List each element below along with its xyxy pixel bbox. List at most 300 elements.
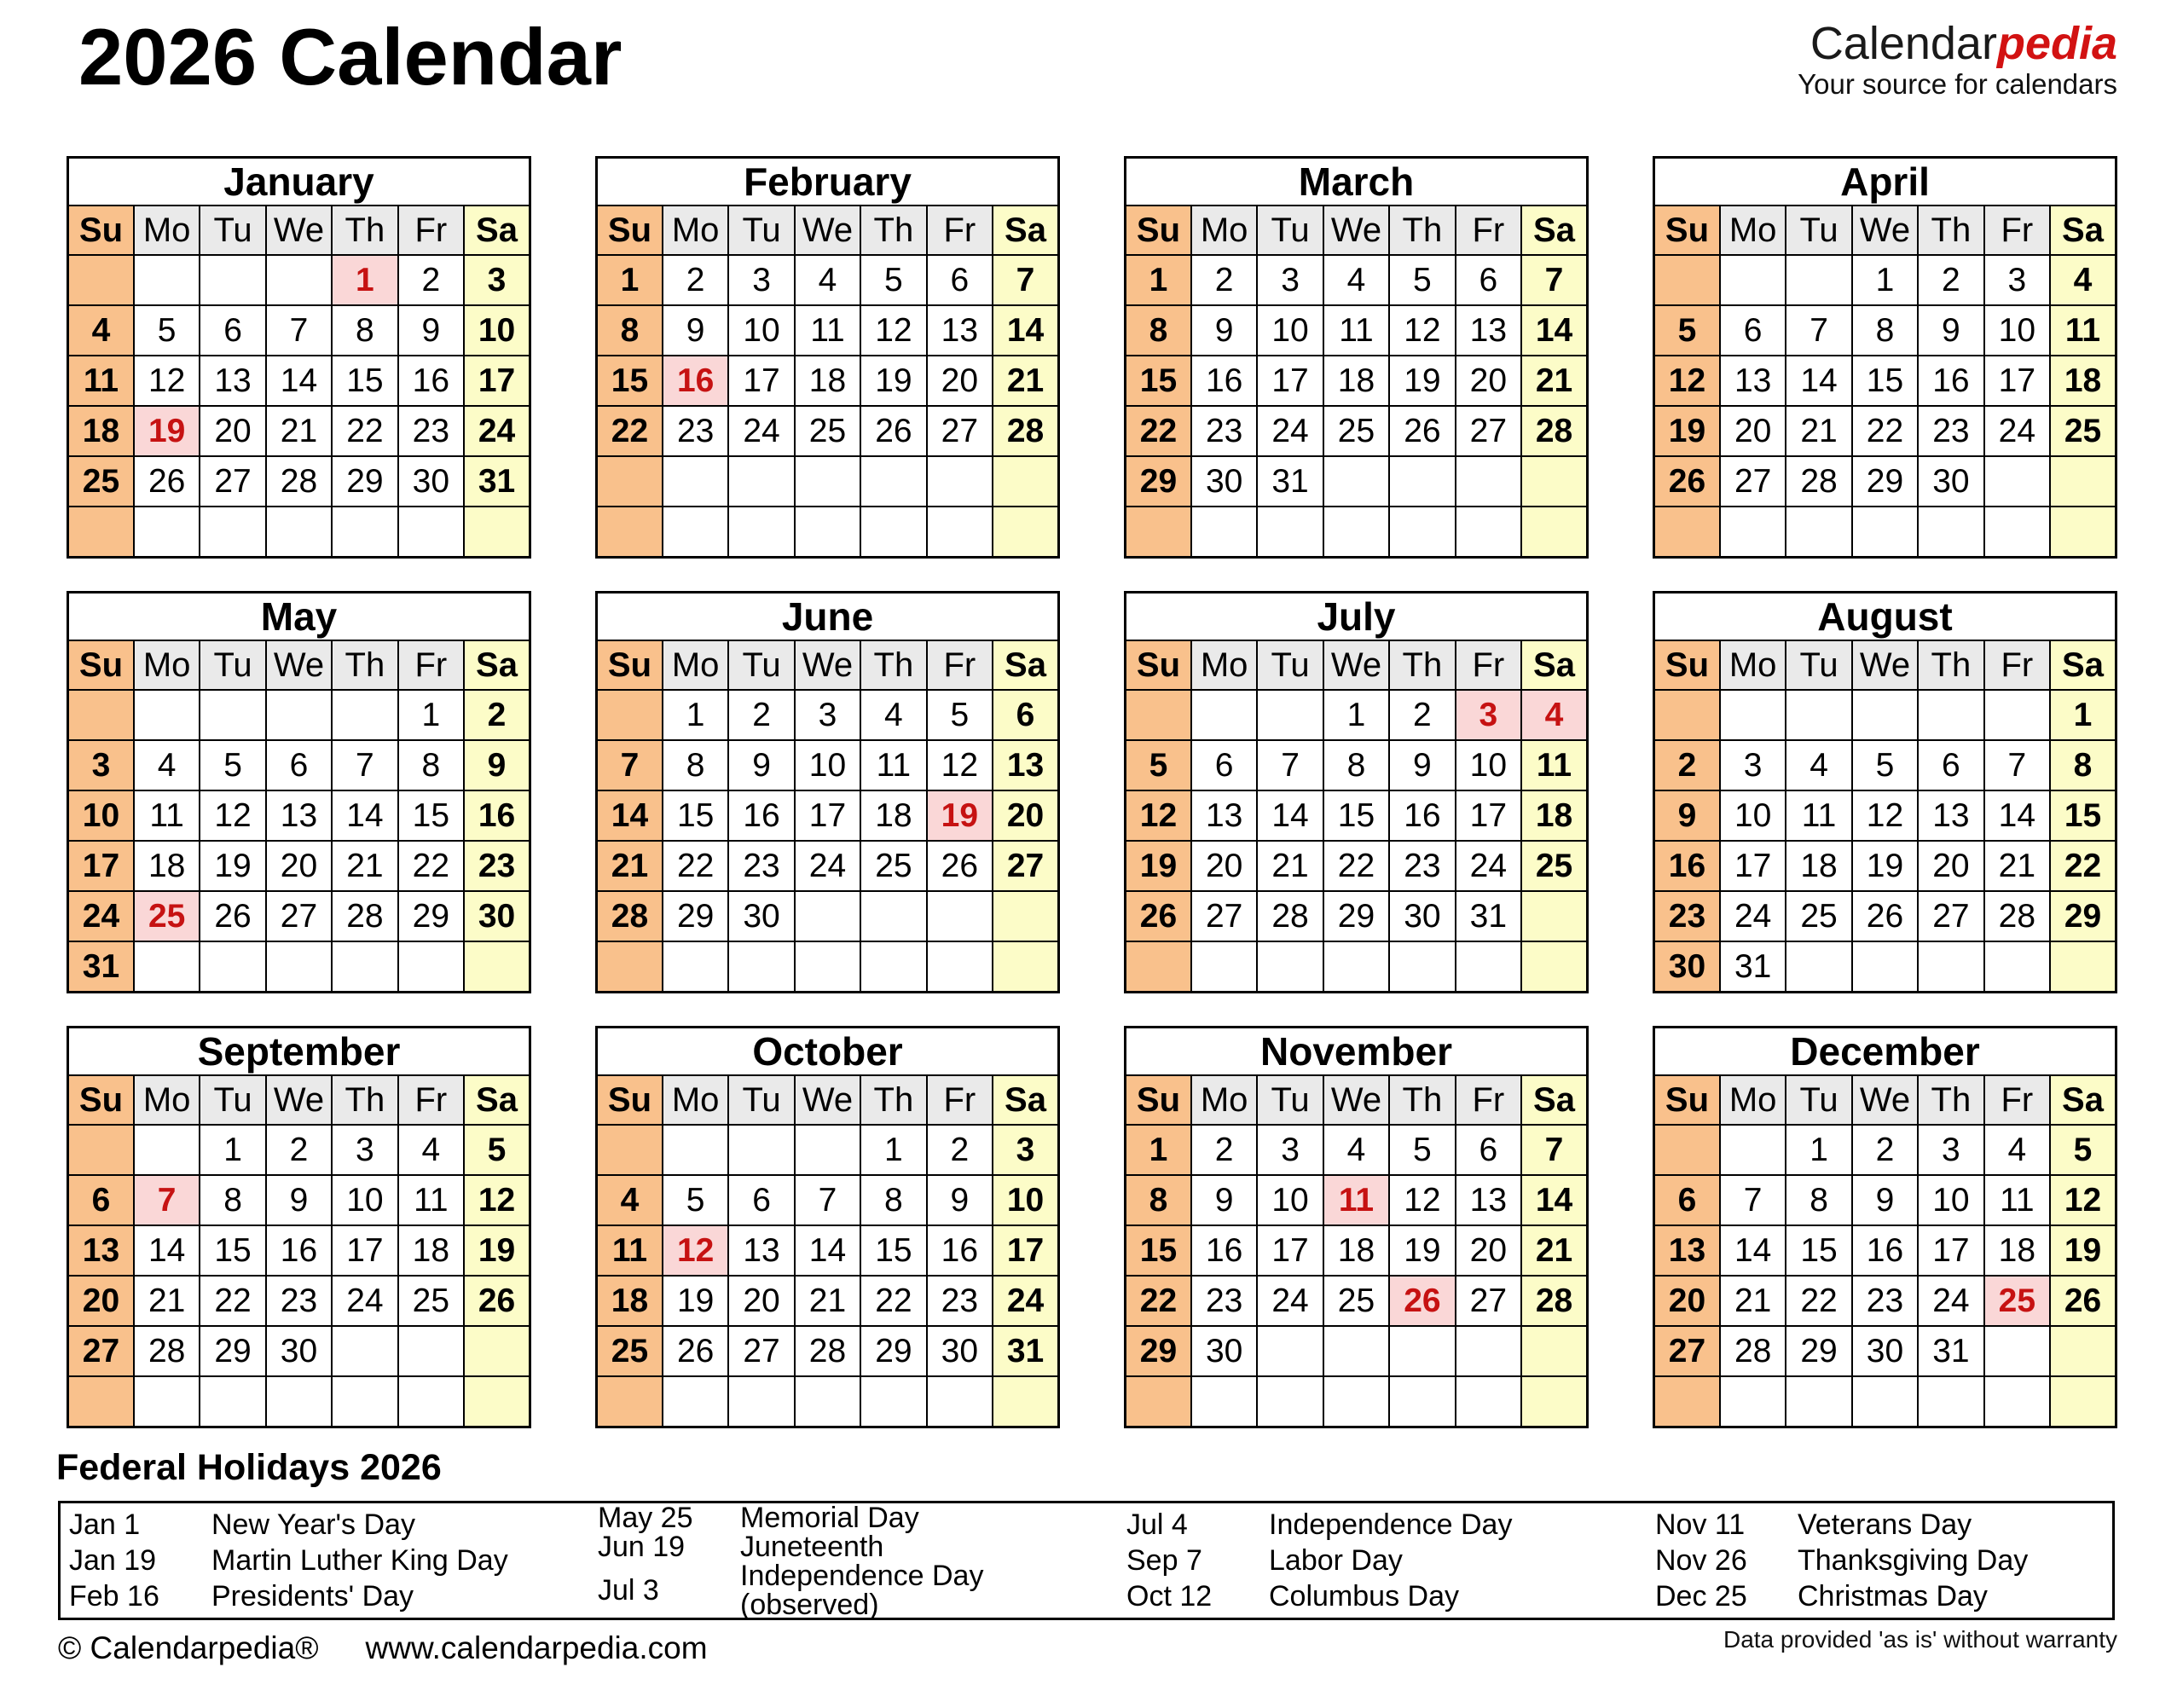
day-header-sa: Sa xyxy=(464,206,530,255)
empty-cell xyxy=(993,941,1058,993)
date-cell: 5 xyxy=(2050,1125,2116,1175)
empty-cell xyxy=(464,1326,530,1376)
day-header-th: Th xyxy=(1918,206,1983,255)
date-cell: 15 xyxy=(1126,1225,1191,1276)
day-header-th: Th xyxy=(860,1075,926,1125)
date-cell: 29 xyxy=(1852,456,1918,507)
date-cell: 1 xyxy=(663,690,728,740)
date-cell: 16 xyxy=(1654,841,1720,891)
holiday-date: Feb 16 xyxy=(69,1580,159,1612)
empty-cell xyxy=(1918,507,1983,558)
holiday-entry xyxy=(69,1546,581,1575)
empty-cell xyxy=(795,1376,860,1427)
day-header-we: We xyxy=(266,640,332,690)
day-header-fr: Fr xyxy=(927,640,993,690)
date-cell: 4 xyxy=(1984,1125,2050,1175)
date-cell: 8 xyxy=(1126,1175,1191,1225)
date-cell: 22 xyxy=(332,406,397,456)
date-cell: 7 xyxy=(266,305,332,356)
holiday-name: Independence Day xyxy=(1269,1508,1513,1541)
empty-cell xyxy=(266,941,332,993)
empty-cell xyxy=(927,941,993,993)
holiday-date-cell: 16 xyxy=(663,356,728,406)
empty-cell xyxy=(597,456,663,507)
month-title: December xyxy=(1654,1028,2116,1076)
date-cell: 16 xyxy=(1191,1225,1257,1276)
day-header-fr: Fr xyxy=(1456,1075,1521,1125)
date-cell: 7 xyxy=(993,255,1058,305)
date-cell: 30 xyxy=(1191,456,1257,507)
empty-cell xyxy=(1126,507,1191,558)
date-cell: 29 xyxy=(1323,891,1389,941)
date-cell: 21 xyxy=(993,356,1058,406)
date-cell: 14 xyxy=(1521,305,1587,356)
date-cell: 7 xyxy=(332,740,397,790)
date-cell: 4 xyxy=(597,1175,663,1225)
date-cell: 9 xyxy=(728,740,794,790)
empty-cell xyxy=(68,690,134,740)
empty-cell xyxy=(1521,1376,1587,1427)
date-cell: 14 xyxy=(795,1225,860,1276)
holiday-name: Martin Luther King Day xyxy=(211,1544,508,1577)
empty-cell xyxy=(134,507,200,558)
date-cell: 18 xyxy=(2050,356,2116,406)
date-cell: 4 xyxy=(68,305,134,356)
day-header-su: Su xyxy=(1654,206,1720,255)
date-cell: 30 xyxy=(464,891,530,941)
date-cell: 4 xyxy=(2050,255,2116,305)
empty-cell xyxy=(134,690,200,740)
date-cell: 18 xyxy=(1984,1225,2050,1276)
holiday-date-cell: 25 xyxy=(1984,1276,2050,1326)
empty-cell xyxy=(1323,1376,1389,1427)
date-cell: 11 xyxy=(398,1175,464,1225)
date-cell: 3 xyxy=(1720,740,1786,790)
date-cell: 10 xyxy=(332,1175,397,1225)
empty-cell xyxy=(1191,941,1257,993)
date-cell: 30 xyxy=(398,456,464,507)
date-cell: 9 xyxy=(1191,305,1257,356)
date-cell: 9 xyxy=(464,740,530,790)
date-cell: 3 xyxy=(1984,255,2050,305)
date-cell: 23 xyxy=(1654,891,1720,941)
date-cell: 26 xyxy=(927,841,993,891)
holiday-date-cell: 3 xyxy=(1456,690,1521,740)
date-cell: 24 xyxy=(1456,841,1521,891)
holiday-name: Thanksgiving Day xyxy=(1798,1544,2029,1577)
empty-cell xyxy=(1984,507,2050,558)
date-cell: 5 xyxy=(1654,305,1720,356)
date-cell: 9 xyxy=(1389,740,1455,790)
empty-cell xyxy=(663,507,728,558)
date-cell: 22 xyxy=(1786,1276,1851,1326)
date-cell: 8 xyxy=(398,740,464,790)
empty-cell xyxy=(1786,255,1851,305)
date-cell: 21 xyxy=(134,1276,200,1326)
date-cell: 8 xyxy=(1126,305,1191,356)
month-february xyxy=(595,156,1060,559)
date-cell: 20 xyxy=(1456,1225,1521,1276)
date-cell: 7 xyxy=(1521,1125,1587,1175)
date-cell: 25 xyxy=(1323,406,1389,456)
date-cell: 25 xyxy=(597,1326,663,1376)
date-cell: 1 xyxy=(1786,1125,1851,1175)
date-cell: 28 xyxy=(1984,891,2050,941)
date-cell: 17 xyxy=(332,1225,397,1276)
date-cell: 13 xyxy=(200,356,265,406)
date-cell: 12 xyxy=(927,740,993,790)
date-cell: 26 xyxy=(200,891,265,941)
date-cell: 25 xyxy=(1323,1276,1389,1326)
date-cell: 22 xyxy=(597,406,663,456)
empty-cell xyxy=(1918,941,1983,993)
day-header-fr: Fr xyxy=(398,1075,464,1125)
date-cell: 9 xyxy=(663,305,728,356)
day-header-mo: Mo xyxy=(1720,206,1786,255)
empty-cell xyxy=(1126,1376,1191,1427)
holiday-entry xyxy=(1126,1510,1638,1539)
date-cell: 12 xyxy=(1389,305,1455,356)
month-july xyxy=(1124,591,1589,993)
empty-cell xyxy=(1126,941,1191,993)
date-cell: 2 xyxy=(266,1125,332,1175)
date-cell: 30 xyxy=(927,1326,993,1376)
date-cell: 18 xyxy=(1323,1225,1389,1276)
empty-cell xyxy=(134,941,200,993)
date-cell: 3 xyxy=(464,255,530,305)
empty-cell xyxy=(398,941,464,993)
empty-cell xyxy=(332,690,397,740)
date-cell: 17 xyxy=(68,841,134,891)
date-cell: 15 xyxy=(2050,790,2116,841)
date-cell: 13 xyxy=(927,305,993,356)
date-cell: 22 xyxy=(1126,1276,1191,1326)
empty-cell xyxy=(68,1376,134,1427)
empty-cell xyxy=(134,255,200,305)
holiday-date: Jun 19 xyxy=(598,1531,686,1563)
date-cell: 21 xyxy=(1786,406,1851,456)
empty-cell xyxy=(860,941,926,993)
date-cell: 23 xyxy=(1191,1276,1257,1326)
date-cell: 5 xyxy=(200,740,265,790)
holiday-date-cell: 19 xyxy=(134,406,200,456)
day-header-th: Th xyxy=(1389,1075,1455,1125)
empty-cell xyxy=(1257,941,1323,993)
date-cell: 10 xyxy=(728,305,794,356)
date-cell: 18 xyxy=(1521,790,1587,841)
date-cell: 6 xyxy=(1720,305,1786,356)
empty-cell xyxy=(68,1125,134,1175)
date-cell: 31 xyxy=(993,1326,1058,1376)
date-cell: 27 xyxy=(1191,891,1257,941)
date-cell: 23 xyxy=(398,406,464,456)
date-cell: 27 xyxy=(266,891,332,941)
date-cell: 2 xyxy=(728,690,794,740)
date-cell: 27 xyxy=(1918,891,1983,941)
date-cell: 28 xyxy=(1521,406,1587,456)
day-header-sa: Sa xyxy=(1521,206,1587,255)
date-cell: 17 xyxy=(795,790,860,841)
date-cell: 25 xyxy=(68,456,134,507)
empty-cell xyxy=(597,1125,663,1175)
date-cell: 26 xyxy=(1389,406,1455,456)
date-cell: 27 xyxy=(68,1326,134,1376)
date-cell: 24 xyxy=(1918,1276,1983,1326)
holiday-name: Veterans Day xyxy=(1798,1508,1972,1541)
date-cell: 11 xyxy=(795,305,860,356)
date-cell: 23 xyxy=(1191,406,1257,456)
date-cell: 15 xyxy=(1323,790,1389,841)
date-cell: 22 xyxy=(1126,406,1191,456)
date-cell: 2 xyxy=(1191,1125,1257,1175)
date-cell: 9 xyxy=(927,1175,993,1225)
day-header-tu: Tu xyxy=(1257,206,1323,255)
date-cell: 5 xyxy=(1389,1125,1455,1175)
date-cell: 5 xyxy=(1126,740,1191,790)
date-cell: 19 xyxy=(1389,356,1455,406)
date-cell: 24 xyxy=(1984,406,2050,456)
date-cell: 13 xyxy=(728,1225,794,1276)
date-cell: 29 xyxy=(200,1326,265,1376)
date-cell: 18 xyxy=(795,356,860,406)
month-september xyxy=(67,1026,531,1428)
date-cell: 3 xyxy=(1257,255,1323,305)
holiday-name: Presidents' Day xyxy=(211,1580,414,1612)
empty-cell xyxy=(993,507,1058,558)
empty-cell xyxy=(728,941,794,993)
date-cell: 7 xyxy=(795,1175,860,1225)
date-cell: 23 xyxy=(464,841,530,891)
date-cell: 21 xyxy=(266,406,332,456)
empty-cell xyxy=(1323,941,1389,993)
page-title: 2026 Calendar xyxy=(78,12,622,101)
empty-cell xyxy=(1852,1376,1918,1427)
date-cell: 13 xyxy=(68,1225,134,1276)
logo-text-pedia: pedia xyxy=(1996,18,2117,69)
empty-cell xyxy=(927,456,993,507)
day-header-mo: Mo xyxy=(1191,1075,1257,1125)
date-cell: 20 xyxy=(993,790,1058,841)
empty-cell xyxy=(1720,255,1786,305)
day-header-tu: Tu xyxy=(728,206,794,255)
date-cell: 27 xyxy=(993,841,1058,891)
empty-cell xyxy=(398,1376,464,1427)
empty-cell xyxy=(1456,456,1521,507)
date-cell: 30 xyxy=(1389,891,1455,941)
date-cell: 2 xyxy=(1918,255,1983,305)
day-header-th: Th xyxy=(1389,206,1455,255)
date-cell: 3 xyxy=(993,1125,1058,1175)
day-header-tu: Tu xyxy=(1786,640,1851,690)
date-cell: 4 xyxy=(860,690,926,740)
date-cell: 2 xyxy=(1389,690,1455,740)
date-cell: 15 xyxy=(860,1225,926,1276)
date-cell: 15 xyxy=(1786,1225,1851,1276)
day-header-tu: Tu xyxy=(728,640,794,690)
empty-cell xyxy=(200,690,265,740)
date-cell: 28 xyxy=(1786,456,1851,507)
day-header-tu: Tu xyxy=(1786,206,1851,255)
empty-cell xyxy=(795,456,860,507)
date-cell: 4 xyxy=(1323,255,1389,305)
day-header-th: Th xyxy=(1389,640,1455,690)
date-cell: 13 xyxy=(1191,790,1257,841)
empty-cell xyxy=(1720,1376,1786,1427)
holiday-column xyxy=(1655,1503,2167,1618)
day-header-we: We xyxy=(795,1075,860,1125)
date-cell: 7 xyxy=(1984,740,2050,790)
empty-cell xyxy=(1720,1125,1786,1175)
date-cell: 27 xyxy=(1720,456,1786,507)
holiday-name: Independence Day (observed) xyxy=(740,1560,984,1621)
empty-cell xyxy=(1852,941,1918,993)
holiday-date: Jul 4 xyxy=(1126,1508,1188,1541)
day-header-su: Su xyxy=(68,640,134,690)
empty-cell xyxy=(1852,690,1918,740)
day-header-su: Su xyxy=(1654,640,1720,690)
month-title: September xyxy=(68,1028,530,1076)
date-cell: 24 xyxy=(1257,1276,1323,1326)
empty-cell xyxy=(1456,941,1521,993)
empty-cell xyxy=(134,1125,200,1175)
empty-cell xyxy=(860,507,926,558)
date-cell: 26 xyxy=(1654,456,1720,507)
date-cell: 30 xyxy=(1191,1326,1257,1376)
date-cell: 20 xyxy=(1191,841,1257,891)
date-cell: 28 xyxy=(1257,891,1323,941)
date-cell: 9 xyxy=(1852,1175,1918,1225)
holiday-column xyxy=(1126,1503,1638,1618)
month-october xyxy=(595,1026,1060,1428)
logo-text-calendar: Calendar xyxy=(1810,18,1997,69)
date-cell: 2 xyxy=(464,690,530,740)
data-disclaimer: Data provided 'as is' without warranty xyxy=(1723,1626,2117,1653)
empty-cell xyxy=(464,507,530,558)
date-cell: 15 xyxy=(597,356,663,406)
empty-cell xyxy=(993,891,1058,941)
date-cell: 13 xyxy=(1918,790,1983,841)
empty-cell xyxy=(2050,456,2116,507)
date-cell: 23 xyxy=(927,1276,993,1326)
day-header-fr: Fr xyxy=(1984,1075,2050,1125)
day-header-th: Th xyxy=(860,206,926,255)
empty-cell xyxy=(1786,941,1851,993)
date-cell: 4 xyxy=(398,1125,464,1175)
empty-cell xyxy=(1521,456,1587,507)
date-cell: 17 xyxy=(1456,790,1521,841)
date-cell: 17 xyxy=(1257,1225,1323,1276)
holiday-date: Oct 12 xyxy=(1126,1580,1213,1612)
empty-cell xyxy=(1389,456,1455,507)
date-cell: 12 xyxy=(1654,356,1720,406)
empty-cell xyxy=(332,1326,397,1376)
holiday-name: Columbus Day xyxy=(1269,1580,1459,1612)
empty-cell xyxy=(134,1376,200,1427)
date-cell: 6 xyxy=(200,305,265,356)
day-header-sa: Sa xyxy=(1521,640,1587,690)
date-cell: 19 xyxy=(1126,841,1191,891)
date-cell: 26 xyxy=(1852,891,1918,941)
empty-cell xyxy=(728,456,794,507)
date-cell: 4 xyxy=(795,255,860,305)
empty-cell xyxy=(728,1376,794,1427)
day-header-su: Su xyxy=(1654,1075,1720,1125)
empty-cell xyxy=(1191,1376,1257,1427)
holiday-column xyxy=(598,1502,1109,1621)
date-cell: 31 xyxy=(464,456,530,507)
date-cell: 1 xyxy=(2050,690,2116,740)
date-cell: 26 xyxy=(663,1326,728,1376)
date-cell: 17 xyxy=(1984,356,2050,406)
date-cell: 9 xyxy=(266,1175,332,1225)
date-cell: 28 xyxy=(134,1326,200,1376)
date-cell: 10 xyxy=(795,740,860,790)
date-cell: 23 xyxy=(663,406,728,456)
date-cell: 16 xyxy=(1918,356,1983,406)
date-cell: 22 xyxy=(398,841,464,891)
date-cell: 27 xyxy=(927,406,993,456)
holiday-entry xyxy=(1126,1582,1638,1611)
empty-cell xyxy=(398,507,464,558)
date-cell: 29 xyxy=(1126,456,1191,507)
date-cell: 16 xyxy=(1389,790,1455,841)
day-header-fr: Fr xyxy=(398,206,464,255)
month-title: July xyxy=(1126,593,1588,641)
holiday-date: May 25 xyxy=(598,1502,693,1534)
date-cell: 24 xyxy=(1257,406,1323,456)
day-header-tu: Tu xyxy=(1257,1075,1323,1125)
date-cell: 20 xyxy=(927,356,993,406)
date-cell: 30 xyxy=(728,891,794,941)
holiday-date-cell: 7 xyxy=(134,1175,200,1225)
empty-cell xyxy=(200,1376,265,1427)
date-cell: 26 xyxy=(1126,891,1191,941)
day-header-su: Su xyxy=(597,640,663,690)
date-cell: 2 xyxy=(398,255,464,305)
date-cell: 24 xyxy=(332,1276,397,1326)
empty-cell xyxy=(1257,507,1323,558)
day-header-we: We xyxy=(1323,1075,1389,1125)
empty-cell xyxy=(927,507,993,558)
day-header-we: We xyxy=(1323,640,1389,690)
empty-cell xyxy=(597,507,663,558)
date-cell: 11 xyxy=(2050,305,2116,356)
date-cell: 1 xyxy=(1126,1125,1191,1175)
date-cell: 21 xyxy=(1257,841,1323,891)
day-header-we: We xyxy=(1323,206,1389,255)
date-cell: 30 xyxy=(1918,456,1983,507)
day-header-mo: Mo xyxy=(1191,206,1257,255)
day-header-fr: Fr xyxy=(1984,640,2050,690)
date-cell: 14 xyxy=(134,1225,200,1276)
date-cell: 15 xyxy=(332,356,397,406)
date-cell: 10 xyxy=(1257,1175,1323,1225)
date-cell: 6 xyxy=(927,255,993,305)
day-header-we: We xyxy=(795,206,860,255)
day-header-sa: Sa xyxy=(464,640,530,690)
month-title: June xyxy=(597,593,1059,641)
holiday-entry xyxy=(1655,1546,2167,1575)
date-cell: 1 xyxy=(1126,255,1191,305)
date-cell: 14 xyxy=(993,305,1058,356)
empty-cell xyxy=(1389,1376,1455,1427)
date-cell: 3 xyxy=(795,690,860,740)
date-cell: 20 xyxy=(728,1276,794,1326)
date-cell: 8 xyxy=(860,1175,926,1225)
empty-cell xyxy=(1786,507,1851,558)
empty-cell xyxy=(1323,507,1389,558)
date-cell: 22 xyxy=(663,841,728,891)
